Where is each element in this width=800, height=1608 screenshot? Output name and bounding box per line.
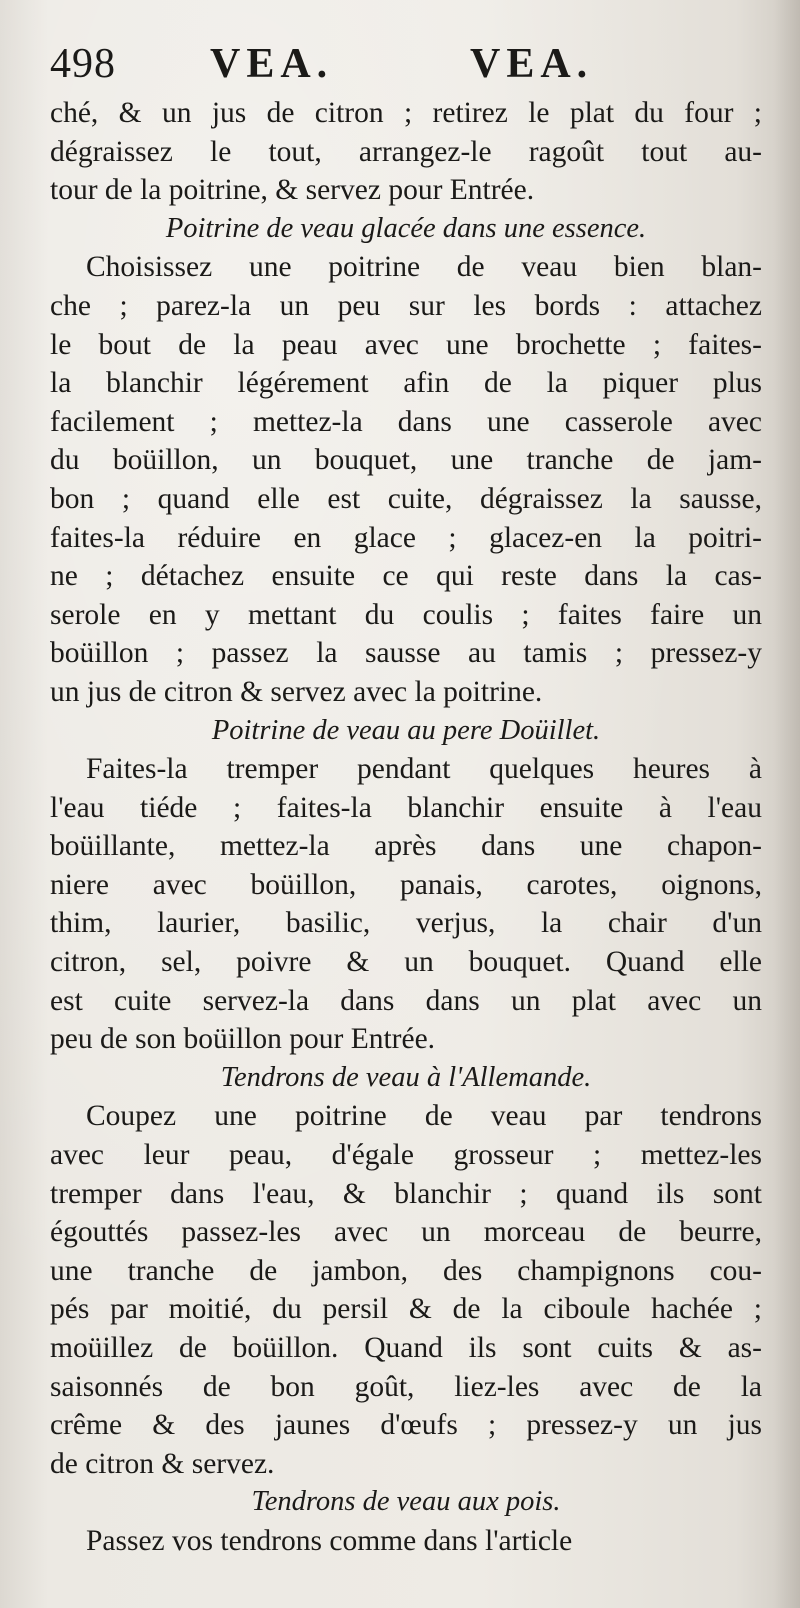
- text-line: Passez vos tendrons comme dans l'article: [86, 1524, 573, 1557]
- text-line: crême & des jaunes d'œufs ; pressez-y un jus: [50, 1409, 762, 1442]
- text-line: ne ; détachez ensuite ce qui reste dans la cas-: [50, 560, 762, 593]
- text-line: Faites-la tremper pendant quelques heures à: [86, 753, 762, 786]
- text-line: ché, & un jus de citron ; retirez le plat du four ;: [50, 97, 762, 129]
- text-line: un jus de citron & servez avec la poitrine.: [50, 675, 543, 708]
- text-line: est cuite servez-la dans dans un plat avec un: [50, 984, 762, 1017]
- text-line: saisonnés de bon goût, liez-les avec de la: [50, 1370, 762, 1403]
- text-line: dégraissez le tout, arrangez-le ragoût tout au-: [50, 135, 762, 168]
- text-line: le bout de la peau avec une brochette ; faites-: [50, 328, 762, 361]
- text-line: che ; parez-la un peu sur les bords : attachez: [50, 289, 762, 322]
- text-line: pés par moitié, du persil & de la ciboule hachée ;: [50, 1293, 762, 1326]
- text-line: égouttés passez-les avec un morceau de beurre,: [50, 1216, 762, 1249]
- text-line: niere avec boüillon, panais, carotes, oignons,: [50, 868, 762, 901]
- running-head-left: VEA.: [210, 41, 334, 87]
- text-line: faites-la réduire en glace ; glacez-en la poitri-: [50, 521, 762, 554]
- recipe-heading: Poitrine de veau glacée dans une essence.: [165, 212, 647, 244]
- text-line: Choisissez une poitrine de veau bien blan-: [86, 251, 762, 284]
- recipe-heading: Tendrons de veau à l'Allemande.: [220, 1061, 592, 1093]
- text-line: boüillante, mettez-la après dans une chapon-: [50, 830, 762, 863]
- text-line: serole en y mettant du coulis ; faites faire un: [50, 598, 762, 631]
- text-line: peu de son boüillon pour Entrée.: [50, 1023, 436, 1056]
- text-line: bon ; quand elle est cuite, dégraissez la sausse,: [50, 482, 762, 515]
- page-header: [50, 40, 730, 92]
- recipe-heading: Tendrons de veau aux pois.: [251, 1486, 561, 1518]
- body-text: [50, 94, 762, 1561]
- text-line: de citron & servez.: [50, 1447, 275, 1480]
- text-line: tremper dans l'eau, & blanchir ; quand ils sont: [50, 1177, 762, 1210]
- text-line: thim, laurier, basilic, verjus, la chair d'un: [50, 907, 762, 940]
- page-number: 498: [50, 41, 116, 87]
- text-line: facilement ; mettez-la dans une casserole avec: [50, 405, 762, 438]
- text-line: citron, sel, poivre & un bouquet. Quand elle: [50, 946, 762, 979]
- text-line: moüillez de boüillon. Quand ils sont cuits & as-: [50, 1332, 762, 1364]
- recipe-heading: Poitrine de veau au pere Doüillet.: [211, 714, 601, 746]
- running-head-right: VEA.: [470, 41, 594, 87]
- text-line: une tranche de jambon, des champignons cou-: [50, 1254, 762, 1287]
- text-line: la blanchir légérement afin de la piquer plus: [50, 367, 762, 400]
- text-line: Coupez une poitrine de veau par tendrons: [86, 1100, 762, 1133]
- text-line: l'eau tiéde ; faites-la blanchir ensuite à l'eau: [50, 791, 762, 824]
- text-line: avec leur peau, d'égale grosseur ; mettez-les: [50, 1139, 762, 1172]
- text-line: tour de la poitrine, & servez pour Entrée.: [50, 174, 535, 207]
- text-line: boüillon ; passez la sausse au tamis ; pressez-y: [50, 637, 762, 670]
- page-edge-shadow: [774, 0, 800, 1608]
- text-line: du boüillon, un bouquet, une tranche de jam-: [50, 444, 762, 477]
